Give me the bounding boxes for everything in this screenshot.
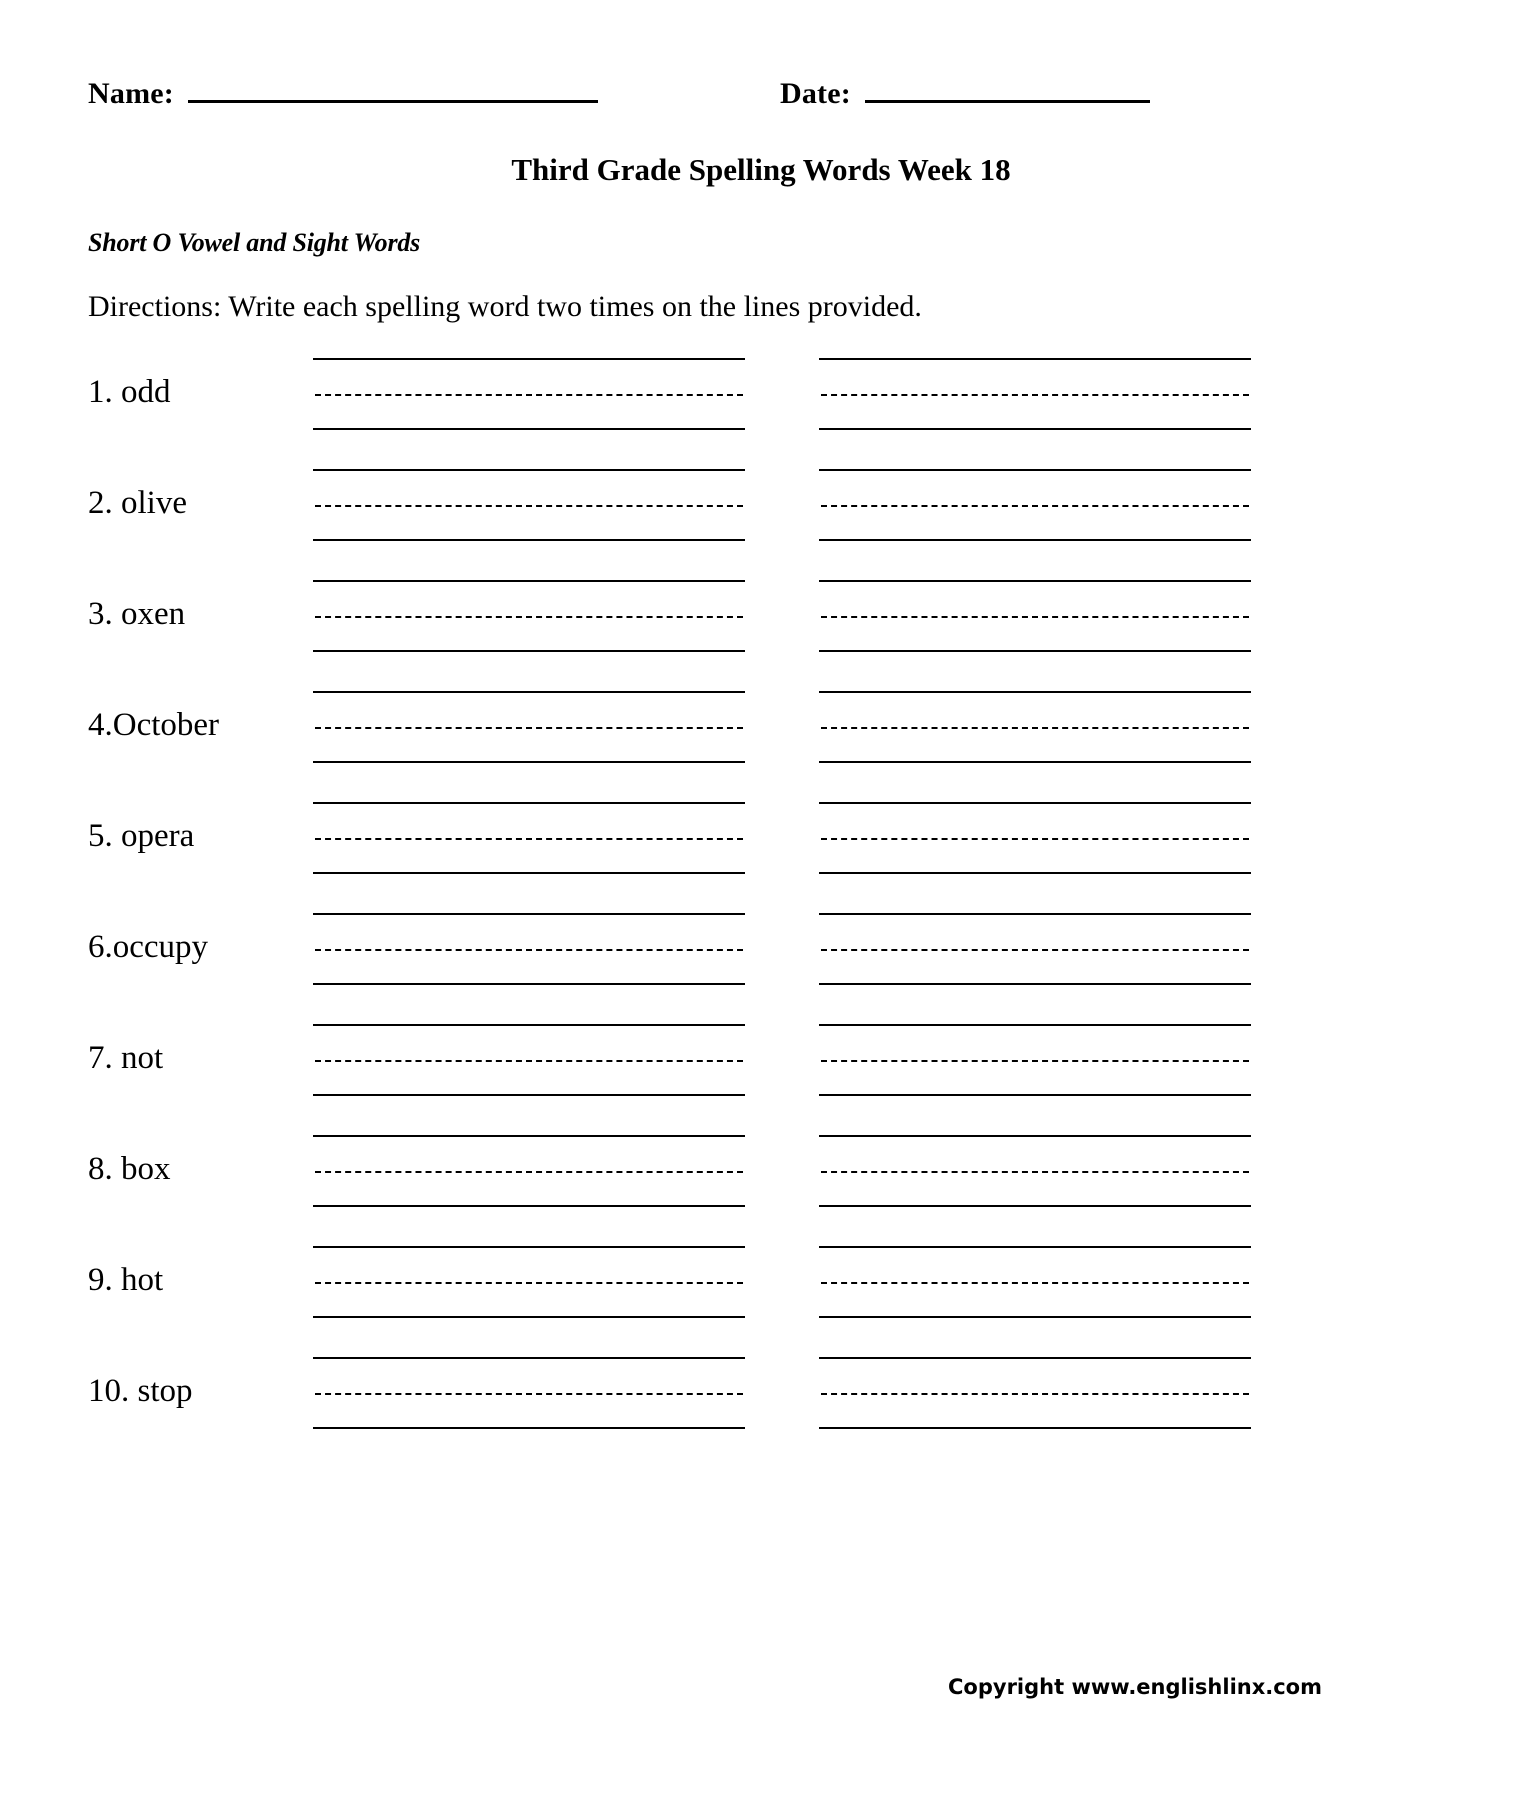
dashed-mid-line (821, 1171, 1249, 1173)
solid-top-line (313, 580, 745, 582)
word-row (88, 1236, 1358, 1347)
solid-top-line (819, 913, 1251, 915)
solid-bottom-line (819, 872, 1251, 874)
writing-lines (313, 903, 1358, 1014)
dashed-mid-line (821, 1060, 1249, 1062)
writing-line-group-2[interactable] (819, 1236, 1251, 1347)
solid-top-line (313, 913, 745, 915)
solid-top-line (819, 691, 1251, 693)
copyright-notice: Copyright www.englishlinx.com (948, 1675, 1322, 1699)
solid-bottom-line (313, 428, 745, 430)
solid-top-line (313, 691, 745, 693)
solid-bottom-line (313, 1094, 745, 1096)
word-label: 5. opera (88, 818, 195, 854)
solid-top-line (819, 1246, 1251, 1248)
writing-line-group-1[interactable] (313, 903, 745, 1014)
page-title: Third Grade Spelling Words Week 18 (511, 152, 1011, 187)
dashed-mid-line (821, 1393, 1249, 1395)
word-label: 1. odd (88, 374, 171, 410)
dashed-mid-line (821, 616, 1249, 618)
solid-bottom-line (819, 983, 1251, 985)
solid-top-line (819, 469, 1251, 471)
writing-line-group-2[interactable] (819, 903, 1251, 1014)
solid-bottom-line (313, 983, 745, 985)
writing-line-group-1[interactable] (313, 681, 745, 792)
writing-line-group-1[interactable] (313, 348, 745, 459)
writing-lines (313, 792, 1358, 903)
dashed-mid-line (821, 838, 1249, 840)
word-row (88, 570, 1358, 681)
name-label: Name: (88, 77, 174, 110)
word-row (88, 1347, 1358, 1458)
solid-top-line (819, 358, 1251, 360)
word-row (88, 681, 1358, 792)
solid-top-line (313, 1357, 745, 1359)
solid-bottom-line (819, 1427, 1251, 1429)
dashed-mid-line (821, 1282, 1249, 1284)
dashed-mid-line (315, 949, 743, 951)
solid-top-line (313, 802, 745, 804)
solid-bottom-line (819, 761, 1251, 763)
solid-top-line (819, 580, 1251, 582)
solid-bottom-line (819, 539, 1251, 541)
word-label: 2. olive (88, 485, 187, 521)
solid-bottom-line (819, 1094, 1251, 1096)
solid-bottom-line (819, 1316, 1251, 1318)
word-row (88, 1014, 1358, 1125)
word-label: 6.occupy (88, 929, 209, 965)
word-label: 3. oxen (88, 596, 186, 632)
solid-bottom-line (313, 1427, 745, 1429)
writing-lines (313, 348, 1358, 459)
solid-top-line (819, 1024, 1251, 1026)
writing-line-group-1[interactable] (313, 1014, 745, 1125)
word-row (88, 792, 1358, 903)
word-label: 10. stop (88, 1373, 193, 1409)
dashed-mid-line (315, 838, 743, 840)
writing-lines (313, 681, 1358, 792)
dashed-mid-line (821, 394, 1249, 396)
date-label: Date: (779, 77, 851, 110)
solid-bottom-line (819, 1205, 1251, 1207)
solid-top-line (313, 358, 745, 360)
dashed-mid-line (821, 505, 1249, 507)
solid-top-line (313, 469, 745, 471)
writing-line-group-1[interactable] (313, 1236, 745, 1347)
word-label: 9. hot (88, 1262, 164, 1298)
header-row (88, 70, 1434, 116)
solid-bottom-line (313, 1316, 745, 1318)
dashed-mid-line (821, 949, 1249, 951)
dashed-mid-line (315, 1282, 743, 1284)
word-row (88, 903, 1358, 1014)
dashed-mid-line (821, 727, 1249, 729)
writing-line-group-2[interactable] (819, 459, 1251, 570)
writing-lines (313, 1236, 1358, 1347)
solid-top-line (819, 802, 1251, 804)
date-group (780, 70, 1150, 111)
word-row (88, 1125, 1358, 1236)
writing-line-group-2[interactable] (819, 1014, 1251, 1125)
writing-line-group-2[interactable] (819, 681, 1251, 792)
solid-bottom-line (313, 650, 745, 652)
solid-top-line (313, 1024, 745, 1026)
word-row (88, 348, 1358, 459)
dashed-mid-line (315, 505, 743, 507)
dashed-mid-line (315, 1171, 743, 1173)
word-list (88, 348, 1358, 1458)
word-row (88, 459, 1358, 570)
solid-bottom-line (313, 761, 745, 763)
writing-lines (313, 459, 1358, 570)
solid-bottom-line (819, 428, 1251, 430)
writing-lines (313, 1347, 1358, 1458)
dashed-mid-line (315, 1393, 743, 1395)
writing-line-group-2[interactable] (819, 570, 1251, 681)
writing-line-group-2[interactable] (819, 348, 1251, 459)
writing-line-group-1[interactable] (313, 1125, 745, 1236)
solid-bottom-line (313, 872, 745, 874)
solid-top-line (313, 1135, 745, 1137)
date-write-in-blank[interactable] (865, 70, 1150, 103)
worksheet-subtitle: Short O Vowel and Sight Words (88, 228, 421, 257)
writing-line-group-2[interactable] (819, 1347, 1251, 1458)
directions-text: Directions: Write each spelling word two times on the lines provided. (88, 290, 922, 323)
solid-top-line (819, 1135, 1251, 1137)
dashed-mid-line (315, 394, 743, 396)
writing-line-group-1[interactable] (313, 570, 745, 681)
dashed-mid-line (315, 727, 743, 729)
name-write-in-blank[interactable] (188, 70, 598, 103)
dashed-mid-line (315, 1060, 743, 1062)
solid-bottom-line (819, 650, 1251, 652)
writing-line-group-2[interactable] (819, 792, 1251, 903)
writing-line-group-1[interactable] (313, 792, 745, 903)
word-label: 4.October (88, 707, 220, 743)
writing-line-group-1[interactable] (313, 459, 745, 570)
solid-top-line (313, 1246, 745, 1248)
dashed-mid-line (315, 616, 743, 618)
writing-lines (313, 570, 1358, 681)
writing-line-group-1[interactable] (313, 1347, 745, 1458)
word-label: 7. not (88, 1040, 164, 1076)
solid-bottom-line (313, 539, 745, 541)
writing-lines (313, 1125, 1358, 1236)
writing-line-group-2[interactable] (819, 1125, 1251, 1236)
word-label: 8. box (88, 1151, 171, 1187)
solid-top-line (819, 1357, 1251, 1359)
writing-lines (313, 1014, 1358, 1125)
solid-bottom-line (313, 1205, 745, 1207)
